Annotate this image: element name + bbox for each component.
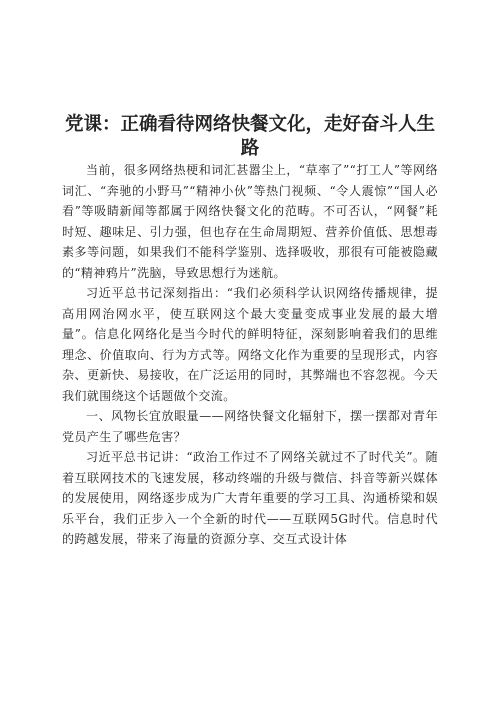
paragraph-intro: 当前，很多网络热梗和词汇甚嚣尘上，“草率了”“打工人”等网络词汇、“奔驰的小野马”“精神小伙”等热门视频、“令人震惊”“国人必看”等吸睛新闻等都属于网络快餐文化的范畴。不可否认，“网餐”耗时短、趣味足、引力强，但也存在生命周期短、营养价值低、思想毒素多等问题，如果我们不能科学鉴别、选择吸收，那很有可能被隐藏的“精神鸦片”洗脑，导致思想行为迷航。 [62,163,438,280]
paragraph-section-1: 习近平总书记讲：“政治工作过不了网络关就过不了时代关”。随着互联网技术的飞速发展，移动终端的升级与微信、抖音等新兴媒体的发展使用，网络逐步成为广大青年重要的学习工具、沟通桥梁和娱乐平台，我们正步入一个全新的时代——互联网5G时代。信息时代的跨越发展，带来了海量的资源分享、交互式设计体 [62,450,438,546]
document-body [62,160,438,550]
document-title [60,113,440,161]
section-heading-1: 一、风物长宜放眼量——网络快餐文化辐射下，摆一摆都对青年党员产生了哪些危害？ [62,409,438,444]
title-line-1: 党课：正确看待网络快餐文化，走好奋斗人生 [64,114,435,135]
paragraph-quote: 习近平总书记深刻指出：“我们必须科学认识网络传播规律，提高用网治网水平，使互联网这个最大变量变成事业发展的最大增量”。信息化网络化是当今时代的鲜明特征，深刻影响着我们的思维理念、价值取向、行为方式等。网络文化作为重要的呈现形式，内容杂、更新快、易接收，在广泛运用的同时，其弊端也不容忽视。今天我们就围绕这个话题做个交流。 [62,286,438,403]
title-line-2: 路 [240,138,260,159]
